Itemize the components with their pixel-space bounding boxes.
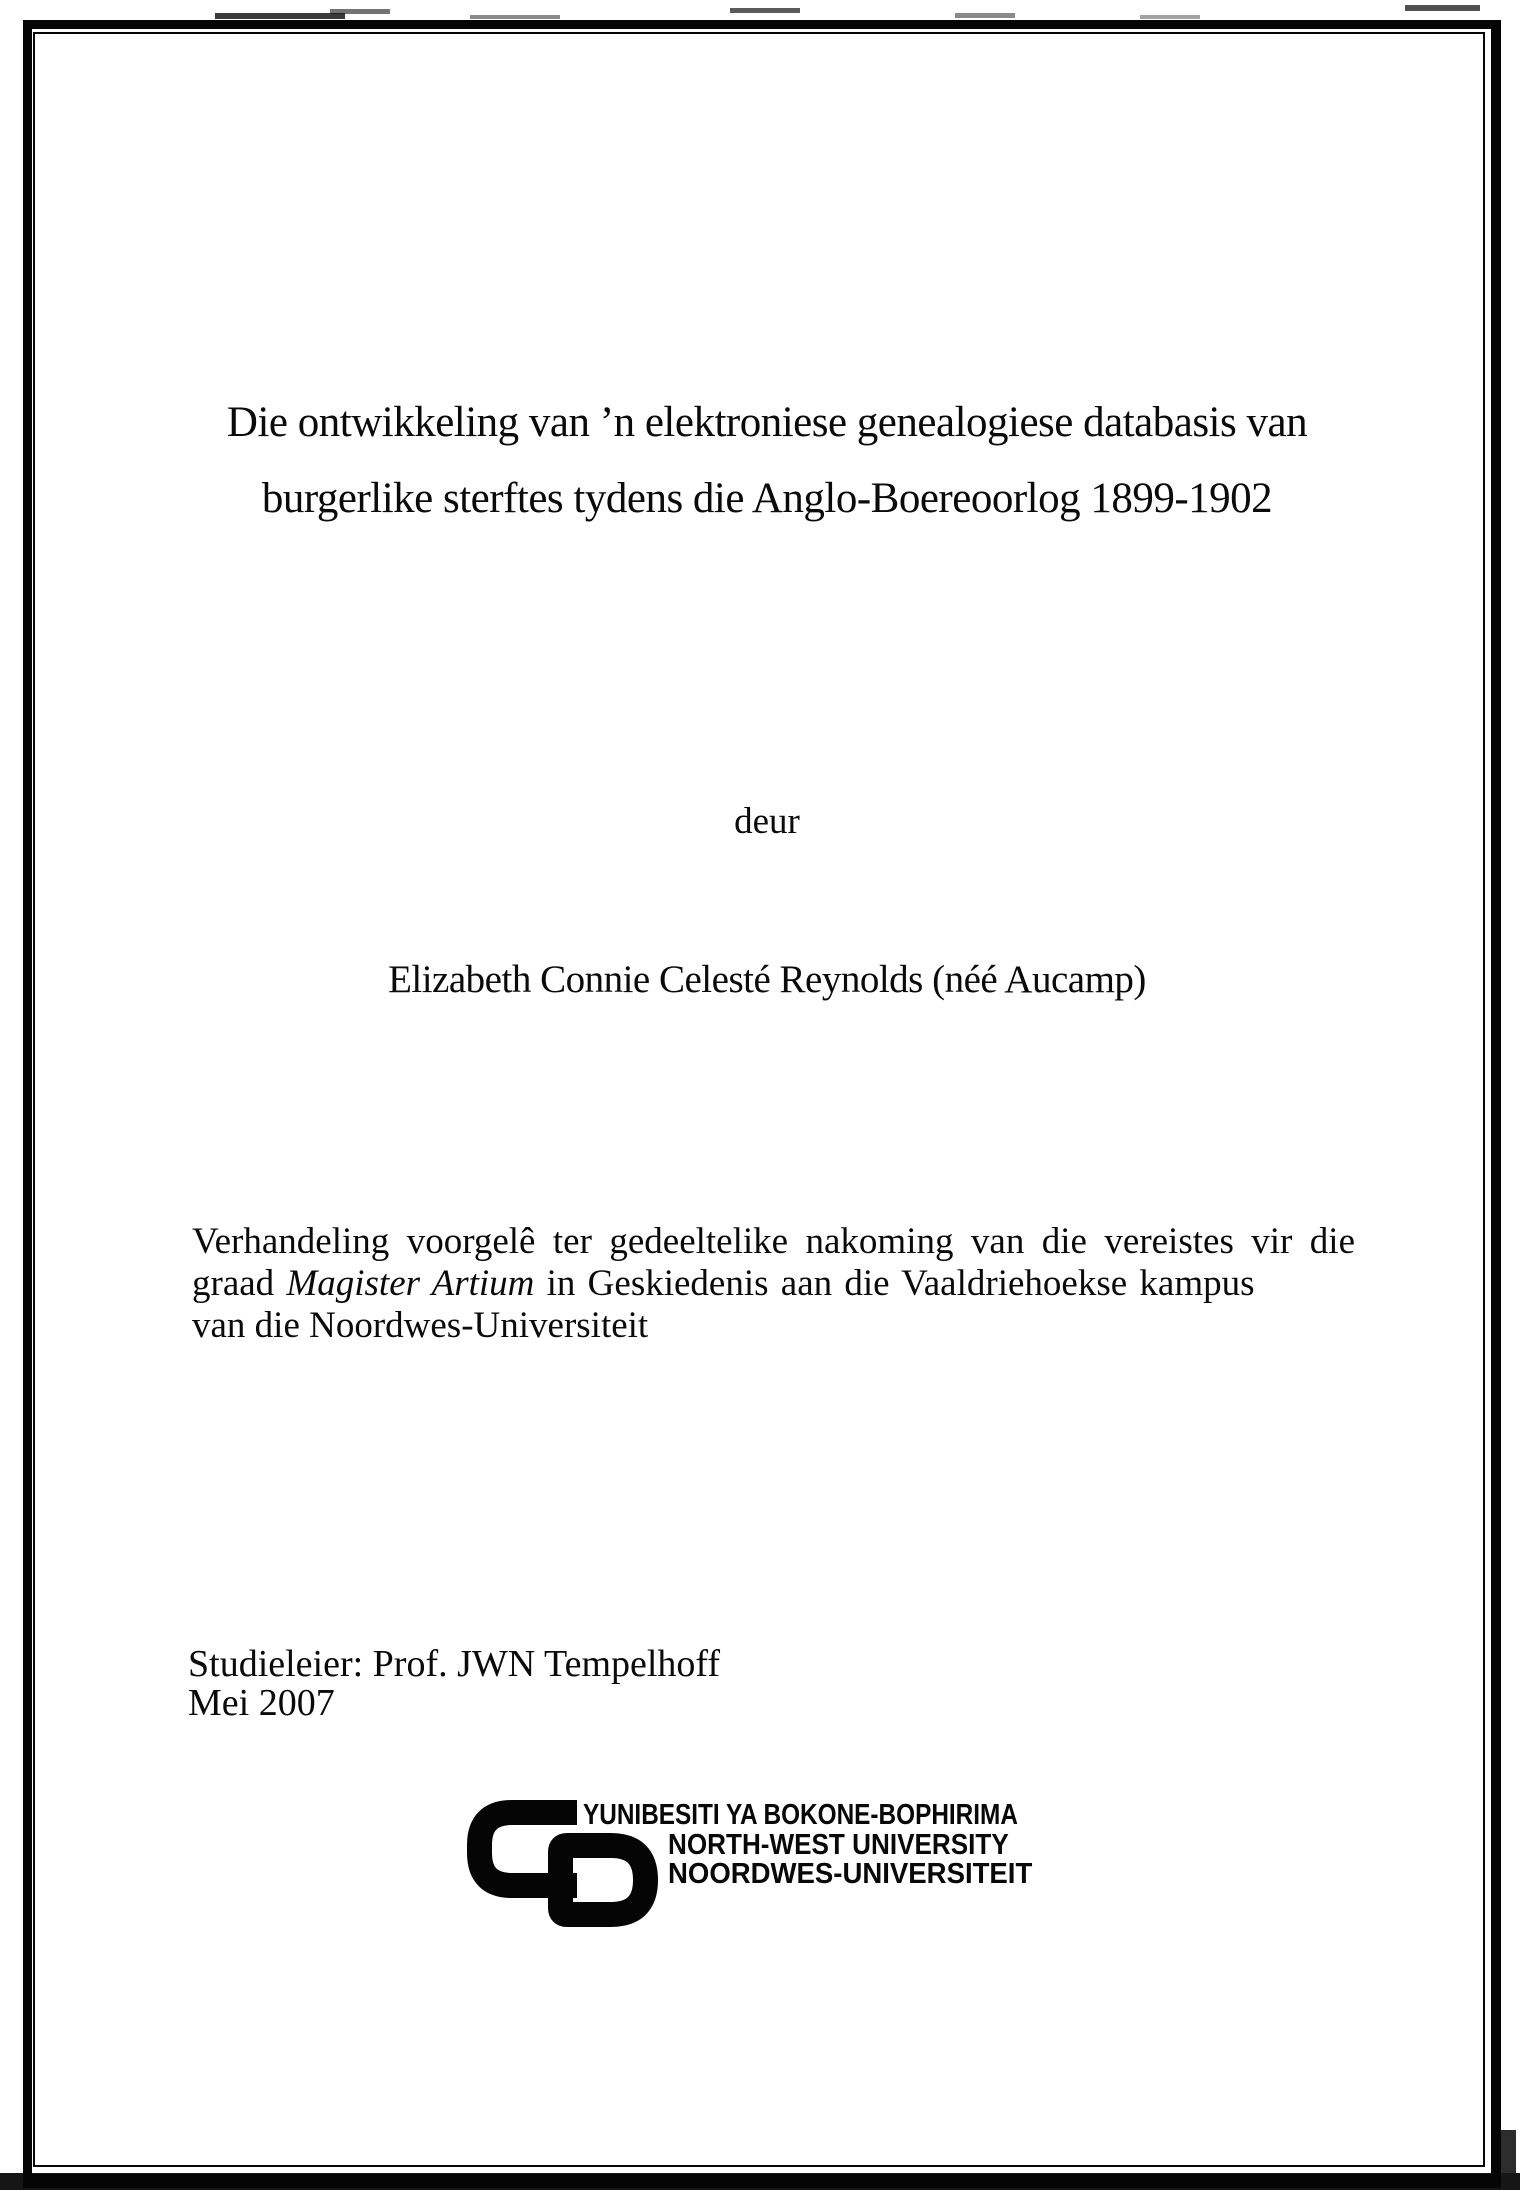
date-line: Mei 2007 [188, 1682, 335, 1724]
nwu-logo-wordmark [583, 1801, 1103, 1890]
scan-artifact [1500, 2130, 1516, 2190]
statement-line2-pre: graad [192, 1263, 287, 1304]
degree-statement-line-3: van die Noordwes-Universiteit [192, 1305, 649, 1346]
scan-artifact [1140, 15, 1200, 19]
logo-line-afrikaans: NOORDWES-UNIVERSITEIT [668, 1858, 1033, 1890]
degree-statement-line-1: Verhandeling voorgelê ter gedeeltelike nakoming van die vereistes vir die [192, 1221, 1355, 1262]
degree-statement-line-2 [192, 1263, 1355, 1305]
thesis-title-line-2: burgerlike sterftes tydens die Anglo-Boereoorlog 1899-1902 [261, 475, 1273, 522]
scan-artifact [730, 8, 800, 13]
author-name: Elizabeth Connie Celesté Reynolds (néé Aucamp) [388, 958, 1146, 1001]
scan-artifact [215, 13, 345, 19]
logo-line-setswana: YUNIBESITI YA BOKONE-BOPHIRIMA [583, 1799, 1018, 1831]
scan-artifact [955, 13, 1015, 18]
scan-artifact [470, 15, 560, 19]
scan-artifact [1405, 5, 1480, 11]
degree-statement [192, 1221, 1355, 1347]
byline-deur: deur [734, 801, 800, 842]
thesis-title-line-1: Die ontwikkeling van ’n elektroniese genealogiese databasis van [226, 399, 1308, 446]
scan-artifact [330, 9, 390, 14]
degree-name-italic: Magister Artium [286, 1263, 535, 1304]
statement-line2-post: in Geskiedenis aan die Vaaldriehoekse kampus [534, 1263, 1255, 1304]
thesis-title [187, 385, 1347, 537]
logo-line-english: NORTH-WEST UNIVERSITY [668, 1828, 1009, 1861]
supervisor-line: Studieleier: Prof. JWN Tempelhoff [188, 1643, 721, 1685]
